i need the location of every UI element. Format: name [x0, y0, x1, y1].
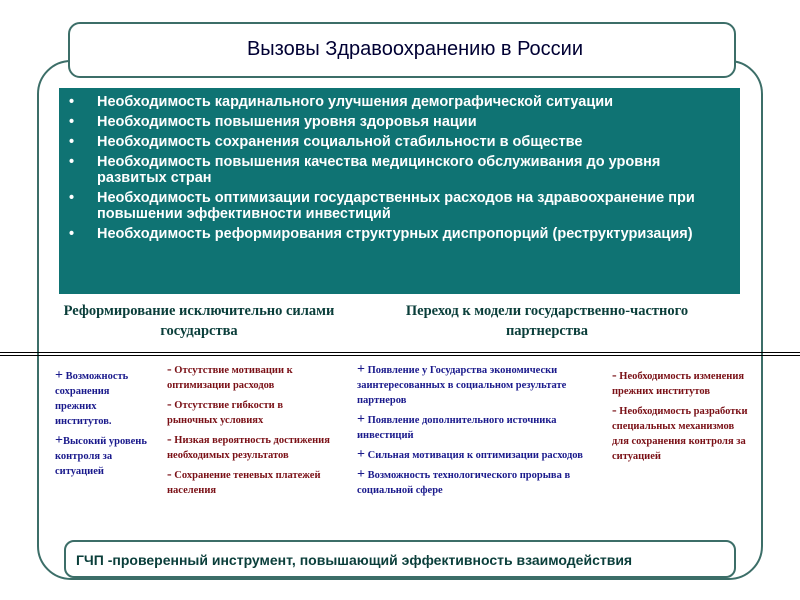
con-text: Отсутствие мотивации к оптимизации расходов [167, 365, 293, 391]
divider-line [0, 355, 800, 356]
plus-sign: + [357, 412, 365, 427]
con-item [167, 362, 335, 393]
plus-sign: + [55, 433, 63, 448]
approach-ppp: Переход к модели государственно-частного партнерства [405, 303, 689, 339]
minus-sign: - [612, 403, 617, 418]
pro-item [55, 433, 153, 479]
state-pros-column [55, 368, 153, 483]
pro-text: Возможность сохранения прежних институтов. [55, 371, 129, 427]
pro-item [357, 447, 589, 463]
pro-text: Высокий уровень контроля за ситуацией [55, 436, 147, 477]
pro-text: Возможность технологического прорыва в социальной сфере [357, 470, 571, 496]
challenges-list [59, 88, 740, 242]
ppp-pros-column [357, 362, 589, 502]
pro-item [55, 368, 153, 429]
con-item [167, 467, 335, 498]
con-item [167, 432, 335, 463]
plus-sign: + [357, 362, 365, 377]
conclusion-text: ГЧП -проверенный инструмент, повышающий эффективность взаимодействия [76, 552, 633, 568]
plus-sign: + [55, 368, 63, 383]
state-cons-column [167, 362, 335, 502]
con-item [167, 397, 335, 428]
minus-sign: - [612, 368, 617, 383]
pro-item [357, 362, 589, 408]
pro-item [357, 412, 589, 443]
plus-sign: + [357, 447, 365, 462]
minus-sign: - [167, 397, 172, 412]
conclusion-box [64, 540, 736, 578]
con-item [612, 368, 752, 399]
con-item [612, 403, 752, 464]
con-text: Низкая вероятность достижения необходимых результатов [167, 435, 330, 461]
plus-sign: + [357, 467, 365, 482]
pro-item [357, 467, 589, 498]
challenge-item: • Необходимость оптимизации государственных расходов на здравоохранение при повышении эффективности инвестиций [97, 190, 730, 222]
title-box [68, 22, 736, 78]
challenge-item: • Необходимость реформирования структурных диспропорций (реструктуризация) [97, 226, 730, 242]
pro-text: Сильная мотивация к оптимизации расходов [364, 450, 583, 461]
challenge-item: • Необходимость сохранения социальной стабильности в обществе [97, 134, 730, 150]
ppp-cons-column [612, 368, 752, 468]
challenges-panel [59, 88, 740, 294]
divider-line [0, 352, 800, 353]
challenge-item: • Необходимость кардинального улучшения демографической ситуации [97, 94, 730, 110]
minus-sign: - [167, 467, 172, 482]
con-text: Отсутствие гибкости в рыночных условиях [167, 400, 284, 426]
minus-sign: - [167, 432, 172, 447]
slide-title: Вызовы Здравоохранению в России [246, 38, 584, 60]
pro-text: Появление дополнительного источника инвестиций [357, 415, 557, 441]
con-text: Необходимость изменения прежних институтов [612, 371, 745, 397]
minus-sign: - [167, 362, 172, 377]
challenge-item: • Необходимость повышения качества медицинского обслуживания до уровня развитых стран [97, 154, 730, 186]
con-text: Необходимость разработки специальных механизмов для сохранения контроля за ситуацией [612, 406, 748, 462]
pro-text: Появление у Государства экономически заинтересованных в социальном результате партнеров [357, 365, 567, 406]
approach-state-only: Реформирование исключительно силами государства [63, 303, 335, 339]
challenge-item: • Необходимость повышения уровня здоровья нации [97, 114, 730, 130]
con-text: Сохранение теневых платежей населения [167, 470, 321, 496]
